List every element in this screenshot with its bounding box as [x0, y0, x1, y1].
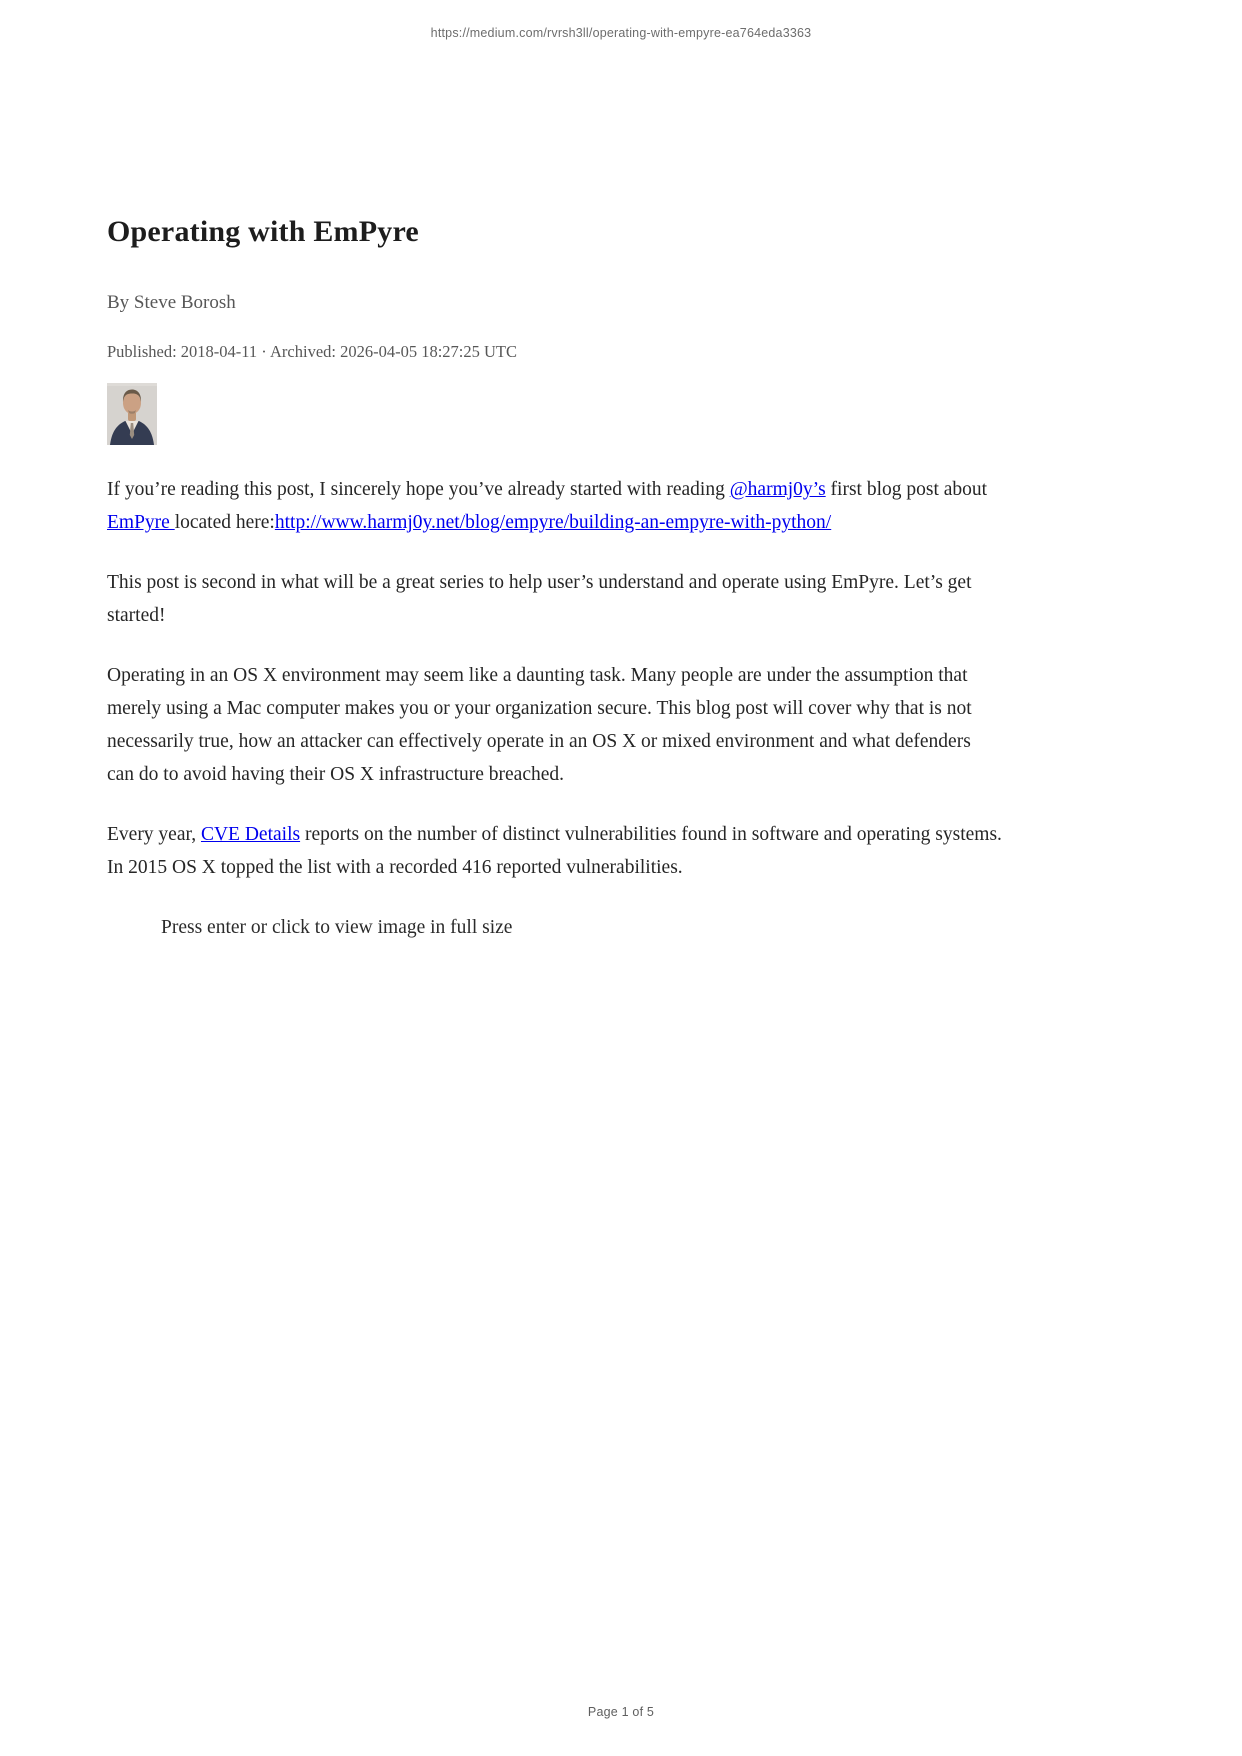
text-run: If you’re reading this post, I sincerely hope you’ve already started with reading [107, 479, 730, 500]
image-caption: Press enter or click to view image in full size [161, 917, 513, 938]
text-run: located here: [174, 512, 275, 533]
text-run: reports on the number of distinct vulnerabilities found in software and operating systems. [300, 824, 1002, 845]
text-line [107, 818, 1137, 851]
text-line: can do to avoid having their OS X infrastructure breached. [107, 764, 565, 785]
article-title: Operating with EmPyre [107, 215, 419, 248]
text-line: necessarily true, how an attacker can effectively operate in an OS X or mixed environment and what defenders [107, 731, 971, 752]
text-line: In 2015 OS X topped the list with a recorded 416 reported vulnerabilities. [107, 857, 683, 878]
text-line [107, 506, 1137, 539]
text-line: Operating in an OS X environment may seem like a daunting task. Many people are under the assumption that [107, 665, 968, 686]
author-avatar-photo [107, 383, 157, 445]
link-harmj0y-blog-url[interactable]: http://www.harmj0y.net/blog/empyre/building-an-empyre-with-python/ [274, 512, 832, 533]
paragraph-series [107, 566, 1137, 632]
text-line: This post is second in what will be a great series to help user’s understand and operate using EmPyre. Let’s get [107, 572, 972, 593]
text-line: started! [107, 605, 166, 626]
print-header-url: https://medium.com/rvrsh3ll/operating-with-empyre-ea764eda3363 [430, 26, 812, 40]
link-cve-details[interactable]: CVE Details [200, 824, 301, 845]
text-run: first blog post about [825, 479, 988, 500]
text-line: merely using a Mac computer makes you or your organization secure. This blog post will cover why that is not [107, 698, 972, 719]
link-harmj0y-profile[interactable]: @harmj0y’s [729, 479, 826, 500]
article-byline: By Steve Borosh [107, 292, 236, 313]
link-empyre[interactable]: EmPyre [107, 512, 175, 533]
print-footer-page-number: Page 1 of 5 [587, 1705, 655, 1719]
paragraph-cve [107, 818, 1137, 884]
text-line [107, 473, 1137, 506]
paragraph-intro [107, 473, 1137, 539]
article-published-archived-meta: Published: 2018-04-11 · Archived: 2026-04-05 18:27:25 UTC [107, 342, 518, 361]
text-run: Every year, [107, 824, 201, 845]
article [107, 0, 1137, 971]
paragraph-osx [107, 659, 1137, 791]
